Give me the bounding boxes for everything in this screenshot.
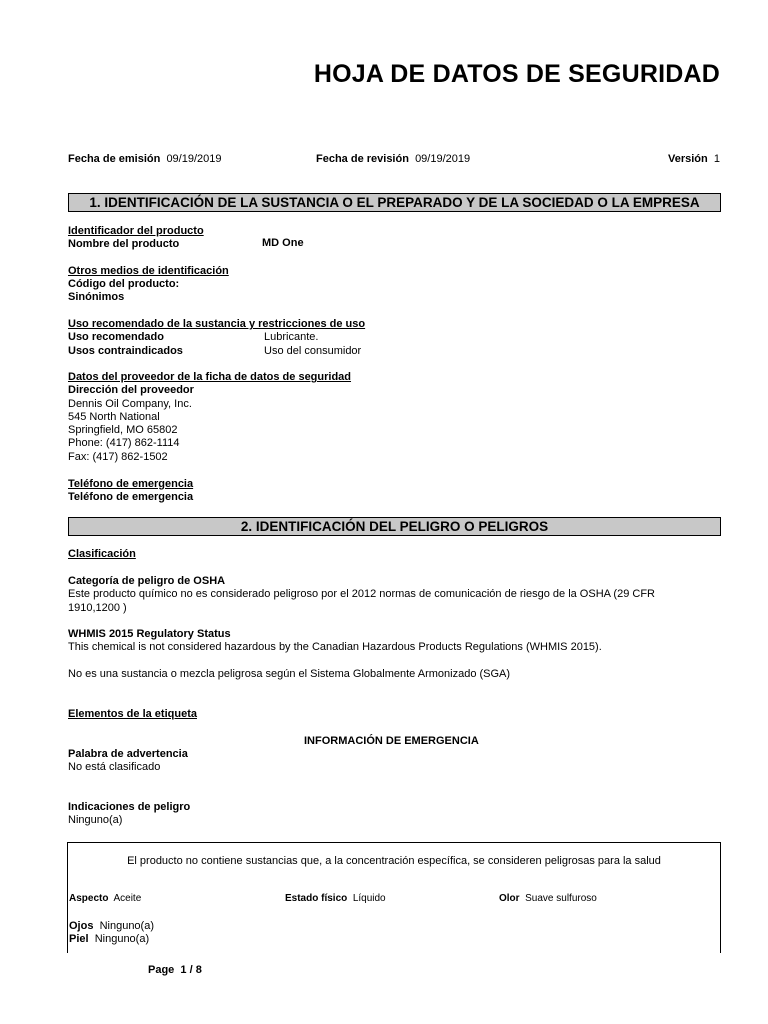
version-value: 1: [713, 153, 720, 165]
page-value: 1 / 8: [180, 964, 202, 976]
page-label: Page: [148, 964, 175, 976]
label-elements-heading: Elementos de la etiqueta: [68, 708, 197, 720]
emergency-phone-label: Teléfono de emergencia: [68, 491, 194, 503]
appearance-label: Aspecto: [69, 893, 109, 904]
sga-text: No es una sustancia o mezcla peligrosa según el Sistema Globalmente Armonizado (SGA): [68, 668, 511, 680]
box-note: El producto no contiene sustancias que, a la concentración específica, se consideren peligrosas para la salud: [127, 855, 661, 867]
issue-date-label: Fecha de emisión: [68, 153, 161, 165]
emergency-info-heading: INFORMACIÓN DE EMERGENCIA: [304, 735, 479, 747]
odor: [499, 893, 597, 904]
version: [668, 153, 720, 165]
use-heading: Uso recomendado de la sustancia y restricciones de uso: [68, 318, 366, 330]
synonyms-label: Sinónimos: [68, 291, 125, 303]
supplier-address-label: Dirección del proveedor: [68, 384, 194, 396]
eyes-value: Ninguno(a): [99, 920, 154, 932]
product-name-value: MD One: [262, 237, 304, 249]
version-label: Versión: [668, 153, 708, 165]
section-2-heading: 2. IDENTIFICACIÓN DEL PELIGRO O PELIGROS: [68, 517, 721, 536]
skin: [69, 933, 149, 947]
emergency-phone-heading: Teléfono de emergencia: [68, 478, 194, 490]
physical-state-value: Líquido: [352, 893, 386, 904]
eyes: [69, 920, 154, 934]
section-1-heading: 1. IDENTIFICACIÓN DE LA SUSTANCIA O EL PREPARADO Y DE LA SOCIEDAD O LA EMPRESA: [68, 193, 721, 212]
classification-heading: Clasificación: [68, 548, 136, 560]
supplier-line: Springfield, MO 65802: [68, 424, 178, 436]
contraindicated-use-label: Usos contraindicados: [68, 345, 183, 357]
appearance-value: Aceite: [113, 893, 142, 904]
revision-date: [316, 153, 470, 165]
supplier-line: Phone: (417) 862-1114: [68, 437, 180, 449]
supplier-line: Fax: (417) 862-1502: [68, 451, 168, 463]
whmis-label: WHMIS 2015 Regulatory Status: [68, 628, 231, 640]
odor-value: Suave sulfuroso: [525, 893, 597, 904]
hazard-statements-label: Indicaciones de peligro: [68, 801, 191, 813]
contraindicated-use-value: Uso del consumidor: [264, 345, 362, 357]
supplier-line: Dennis Oil Company, Inc.: [68, 398, 192, 410]
revision-date-label: Fecha de revisión: [316, 153, 409, 165]
revision-date-value: 09/19/2019: [415, 153, 471, 165]
physical-state-label: Estado físico: [285, 893, 348, 904]
whmis-text: This chemical is not considered hazardous by the Canadian Hazardous Products Regulations (WHMIS 2015).: [68, 641, 602, 653]
skin-label: Piel: [69, 933, 89, 945]
skin-value: Ninguno(a): [94, 933, 150, 945]
issue-date: [68, 153, 222, 165]
recommended-use-label: Uso recomendado: [68, 331, 164, 343]
supplier-heading: Datos del proveedor de la ficha de datos de seguridad: [68, 371, 352, 383]
product-name-label: Nombre del producto: [68, 238, 180, 250]
supplier-line: 545 North National: [68, 411, 160, 423]
odor-label: Olor: [499, 893, 520, 904]
hazard-statements-value: Ninguno(a): [68, 814, 123, 826]
signal-word-value: No está clasificado: [68, 761, 161, 773]
osha-category-text: Este producto químico no es considerado peligroso por el 2012 normas de comunicación de riesgo de la OSHA (29 CFR 1910,1200 ): [68, 588, 655, 614]
recommended-use-value: Lubricante.: [264, 331, 319, 343]
appearance: [69, 893, 141, 904]
other-id-heading: Otros medios de identificación: [68, 265, 229, 277]
osha-category-label: Categoría de peligro de OSHA: [68, 575, 226, 587]
eyes-label: Ojos: [69, 920, 94, 932]
issue-date-value: 09/19/2019: [166, 153, 222, 165]
page-number: [148, 964, 202, 976]
physical-state: [285, 893, 386, 904]
document-title: HOJA DE DATOS DE SEGURIDAD: [313, 60, 720, 88]
product-id-heading: Identificador del producto: [68, 225, 204, 237]
product-code-label: Código del producto:: [68, 278, 180, 290]
signal-word-label: Palabra de advertencia: [68, 748, 188, 760]
